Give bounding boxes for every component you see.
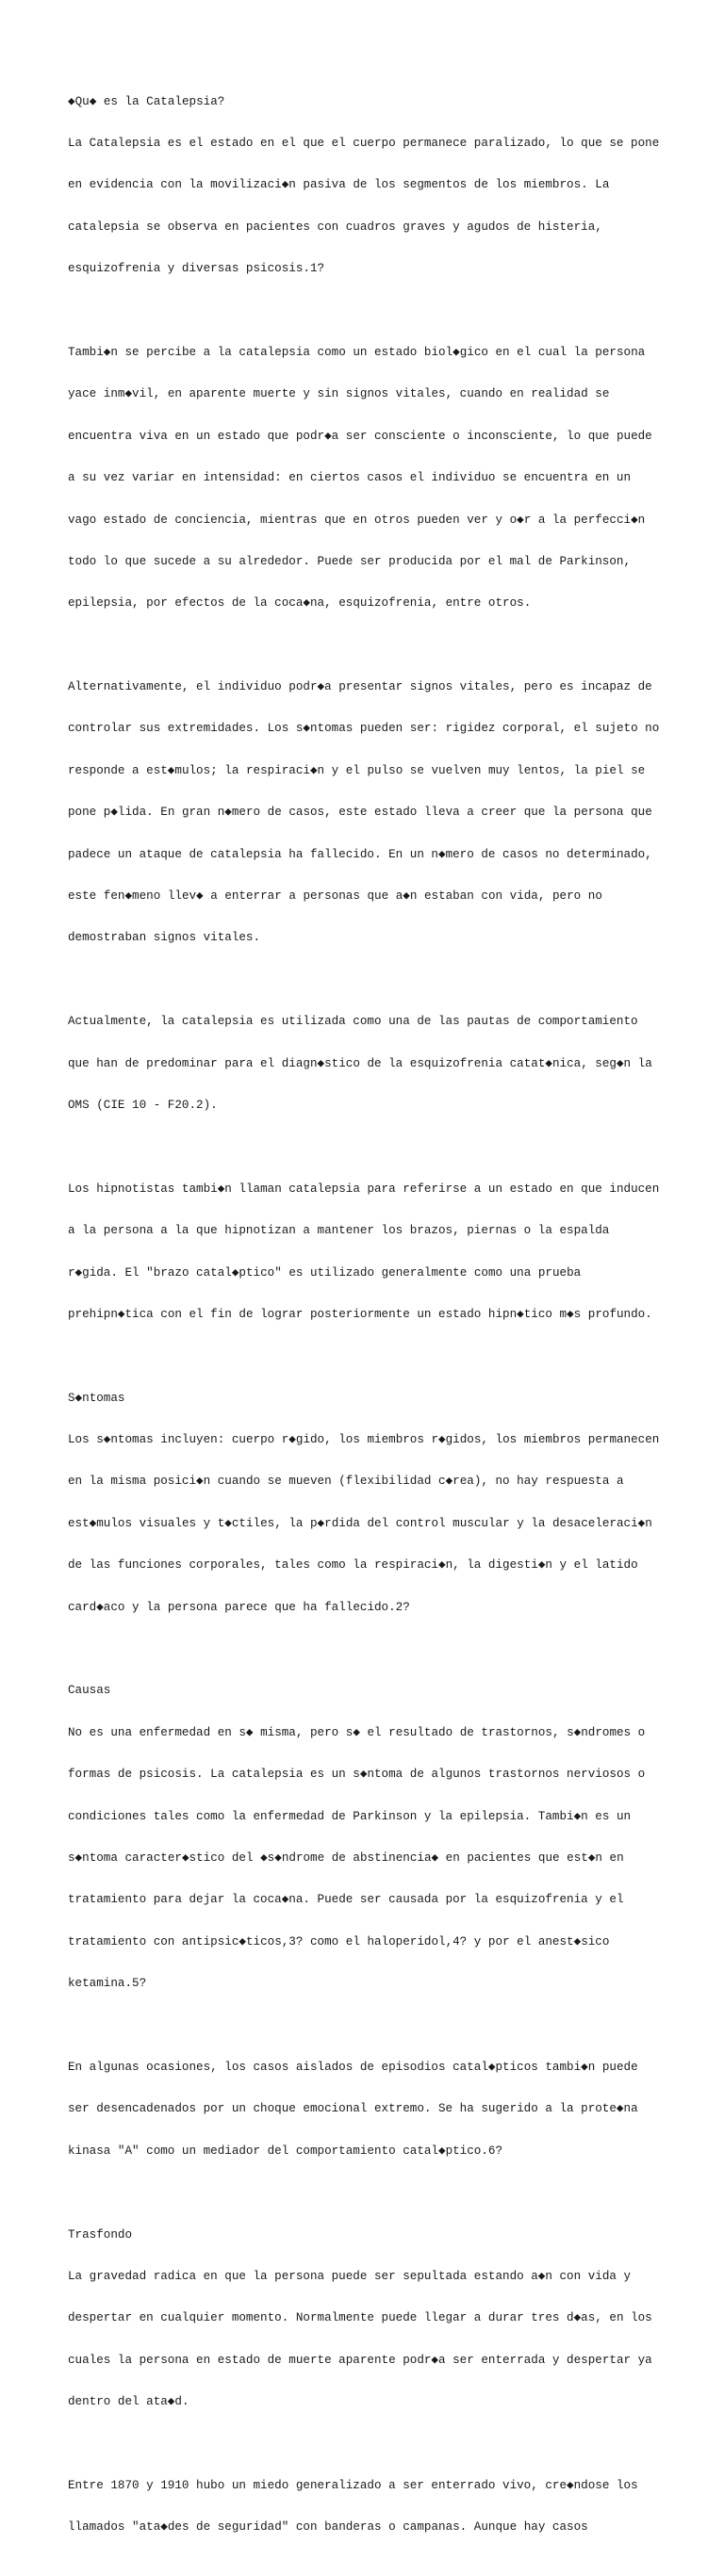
text-line: responde a est◆mulos; la respiraci◆n y el pulso se vuelven muy lentos, la piel se [68,763,646,777]
text-line: r◆gida. El "brazo catal◆ptico" es utilizado generalmente como una prueba [68,1265,582,1280]
text-line: padece un ataque de catalepsia ha fallecido. En un n◆mero de casos no determinado, [68,847,652,861]
text-line: Tambi◆n se percibe a la catalepsia como un estado biol◆gico en el cual la persona [68,345,646,359]
text-line: tratamiento para dejar la coca◆na. Puede ser causada por la esquizofrenia y el [68,1893,624,1907]
text-line: llamados "ata◆des de seguridad" con banderas o campanas. Aunque hay casos [68,2520,588,2535]
text-line: despertar en cualquier momento. Normalmente puede llegar a durar tres d◆as, en los [68,2311,652,2325]
text-line: cuales la persona en estado de muerte aparente podr◆a ser enterrada y despertar ya [68,2353,652,2367]
text-line: a la persona a la que hipnotizan a mantener los brazos, piernas o la espalda [68,1224,610,1238]
text-line: kinasa "A" como un mediador del comportamiento catal◆ptico.6? [68,2144,503,2158]
text-line: vago estado de conciencia, mientras que en otros pueden ver y o◆r a la perfecci◆n [68,513,646,527]
text-line: yace inm◆vil, en aparente muerte y sin signos vitales, cuando en realidad se [68,387,610,401]
text-line: tratamiento con antipsic◆ticos,3? como el haloperidol,4? y por el anest◆sico [68,1934,610,1948]
paragraph-alternativamente [68,652,671,972]
paragraph-causas [68,1656,671,2019]
text-line: La Catalepsia es el estado en el que el cuerpo permanece paralizado, lo que se pone [68,136,660,150]
text-line: Alternativamente, el individuo podr◆a presentar signos vitales, pero es incapaz de [68,680,652,694]
text-line: demostraban signos vitales. [68,931,261,945]
paragraph-1870-1910 [68,2451,671,2562]
text-line: esquizofrenia y diversas psicosis.1? [68,262,325,276]
text-line: card◆aco y la persona parece que ha fallecido.2? [68,1600,410,1614]
text-line: pone p◆lida. En gran n◆mero de casos, este estado lleva a creer que la persona que [68,806,652,820]
paragraph-actualmente [68,987,671,1141]
paragraph-intro [68,67,671,304]
text-line: Los s◆ntomas incluyen: cuerpo r◆gido, los miembros r◆gidos, los miembros permanecen [68,1433,660,1447]
text-line: En algunas ocasiones, los casos aislados de episodios catal◆pticos tambi◆n puede [68,2060,638,2074]
paragraph-trasfondo [68,2200,671,2437]
text-line: est◆mulos visuales y t◆ctiles, la p◆rdida del control muscular y la desaceleraci◆n [68,1516,652,1530]
paragraph-hipnotistas [68,1154,671,1349]
text-line: Actualmente, la catalepsia es utilizada como una de las pautas de comportamiento [68,1015,638,1029]
text-line: de las funciones corporales, tales como la respiraci◆n, la digesti◆n y el latido [68,1558,638,1573]
text-line: dentro del ata◆d. [68,2395,189,2409]
text-line: No es una enfermedad en s◆ misma, pero s◆ el resultado de trastornos, s◆ndromes o [68,1725,646,1739]
heading-trasfondo: Trasfondo [68,2227,133,2242]
text-line: ketamina.5? [68,1977,147,1991]
text-line: a su vez variar en intensidad: en ciertos casos el individuo se encuentra en un [68,471,632,485]
heading-sintomas: S◆ntomas [68,1391,125,1405]
paragraph-sintomas [68,1363,671,1642]
text-line: OMS (CIE 10 - F20.2). [68,1098,218,1112]
heading-causas: Causas [68,1684,111,1698]
text-line: controlar sus extremidades. Los s◆ntomas pueden ser: rigidez corporal, el sujeto no [68,722,660,736]
text-line: Los hipnotistas tambi◆n llaman catalepsia para referirse a un estado en que inducen [68,1182,660,1196]
document-page [68,67,671,2576]
paragraph-ocasiones [68,2032,671,2186]
text-line: todo lo que sucede a su alrededor. Puede ser producida por el mal de Parkinson, [68,554,632,568]
text-line: encuentra viva en un estado que podr◆a ser consciente o inconsciente, lo que puede [68,429,652,443]
text-line: prehipn◆tica con el fin de lograr posteriormente un estado hipn◆tico m◆s profundo. [68,1307,652,1321]
text-line: ser desencadenados por un choque emocional extremo. Se ha sugerido a la prote◆na [68,2102,638,2116]
text-line: s◆ntoma caracter◆stico del ◆s◆ndrome de abstinencia◆ en pacientes que est◆n en [68,1851,624,1865]
text-line: en evidencia con la movilizaci◆n pasiva de los segmentos de los miembros. La [68,178,610,192]
text-line: condiciones tales como la enfermedad de Parkinson y la epilepsia. Tambi◆n es un [68,1809,632,1823]
heading-que-es: ◆Qu◆ es la Catalepsia? [68,94,225,108]
text-line: en la misma posici◆n cuando se mueven (flexibilidad c◆rea), no hay respuesta a [68,1475,624,1489]
text-line: catalepsia se observa en pacientes con cuadros graves y agudos de histeria, [68,220,602,234]
text-line: La gravedad radica en que la persona puede ser sepultada estando a◆n con vida y [68,2269,632,2283]
paragraph-estado-biologico [68,318,671,638]
text-line: epilepsia, por efectos de la coca◆na, esquizofrenia, entre otros. [68,596,532,611]
text-line: este fen◆meno llev◆ a enterrar a personas que a◆n estaban con vida, pero no [68,889,602,904]
text-line: Entre 1870 y 1910 hubo un miedo generalizado a ser enterrado vivo, cre◆ndose los [68,2478,638,2492]
text-line: que han de predominar para el diagn◆stico de la esquizofrenia catat◆nica, seg◆n la [68,1056,652,1070]
text-line: formas de psicosis. La catalepsia es un s◆ntoma de algunos trastornos nerviosos o [68,1768,646,1782]
